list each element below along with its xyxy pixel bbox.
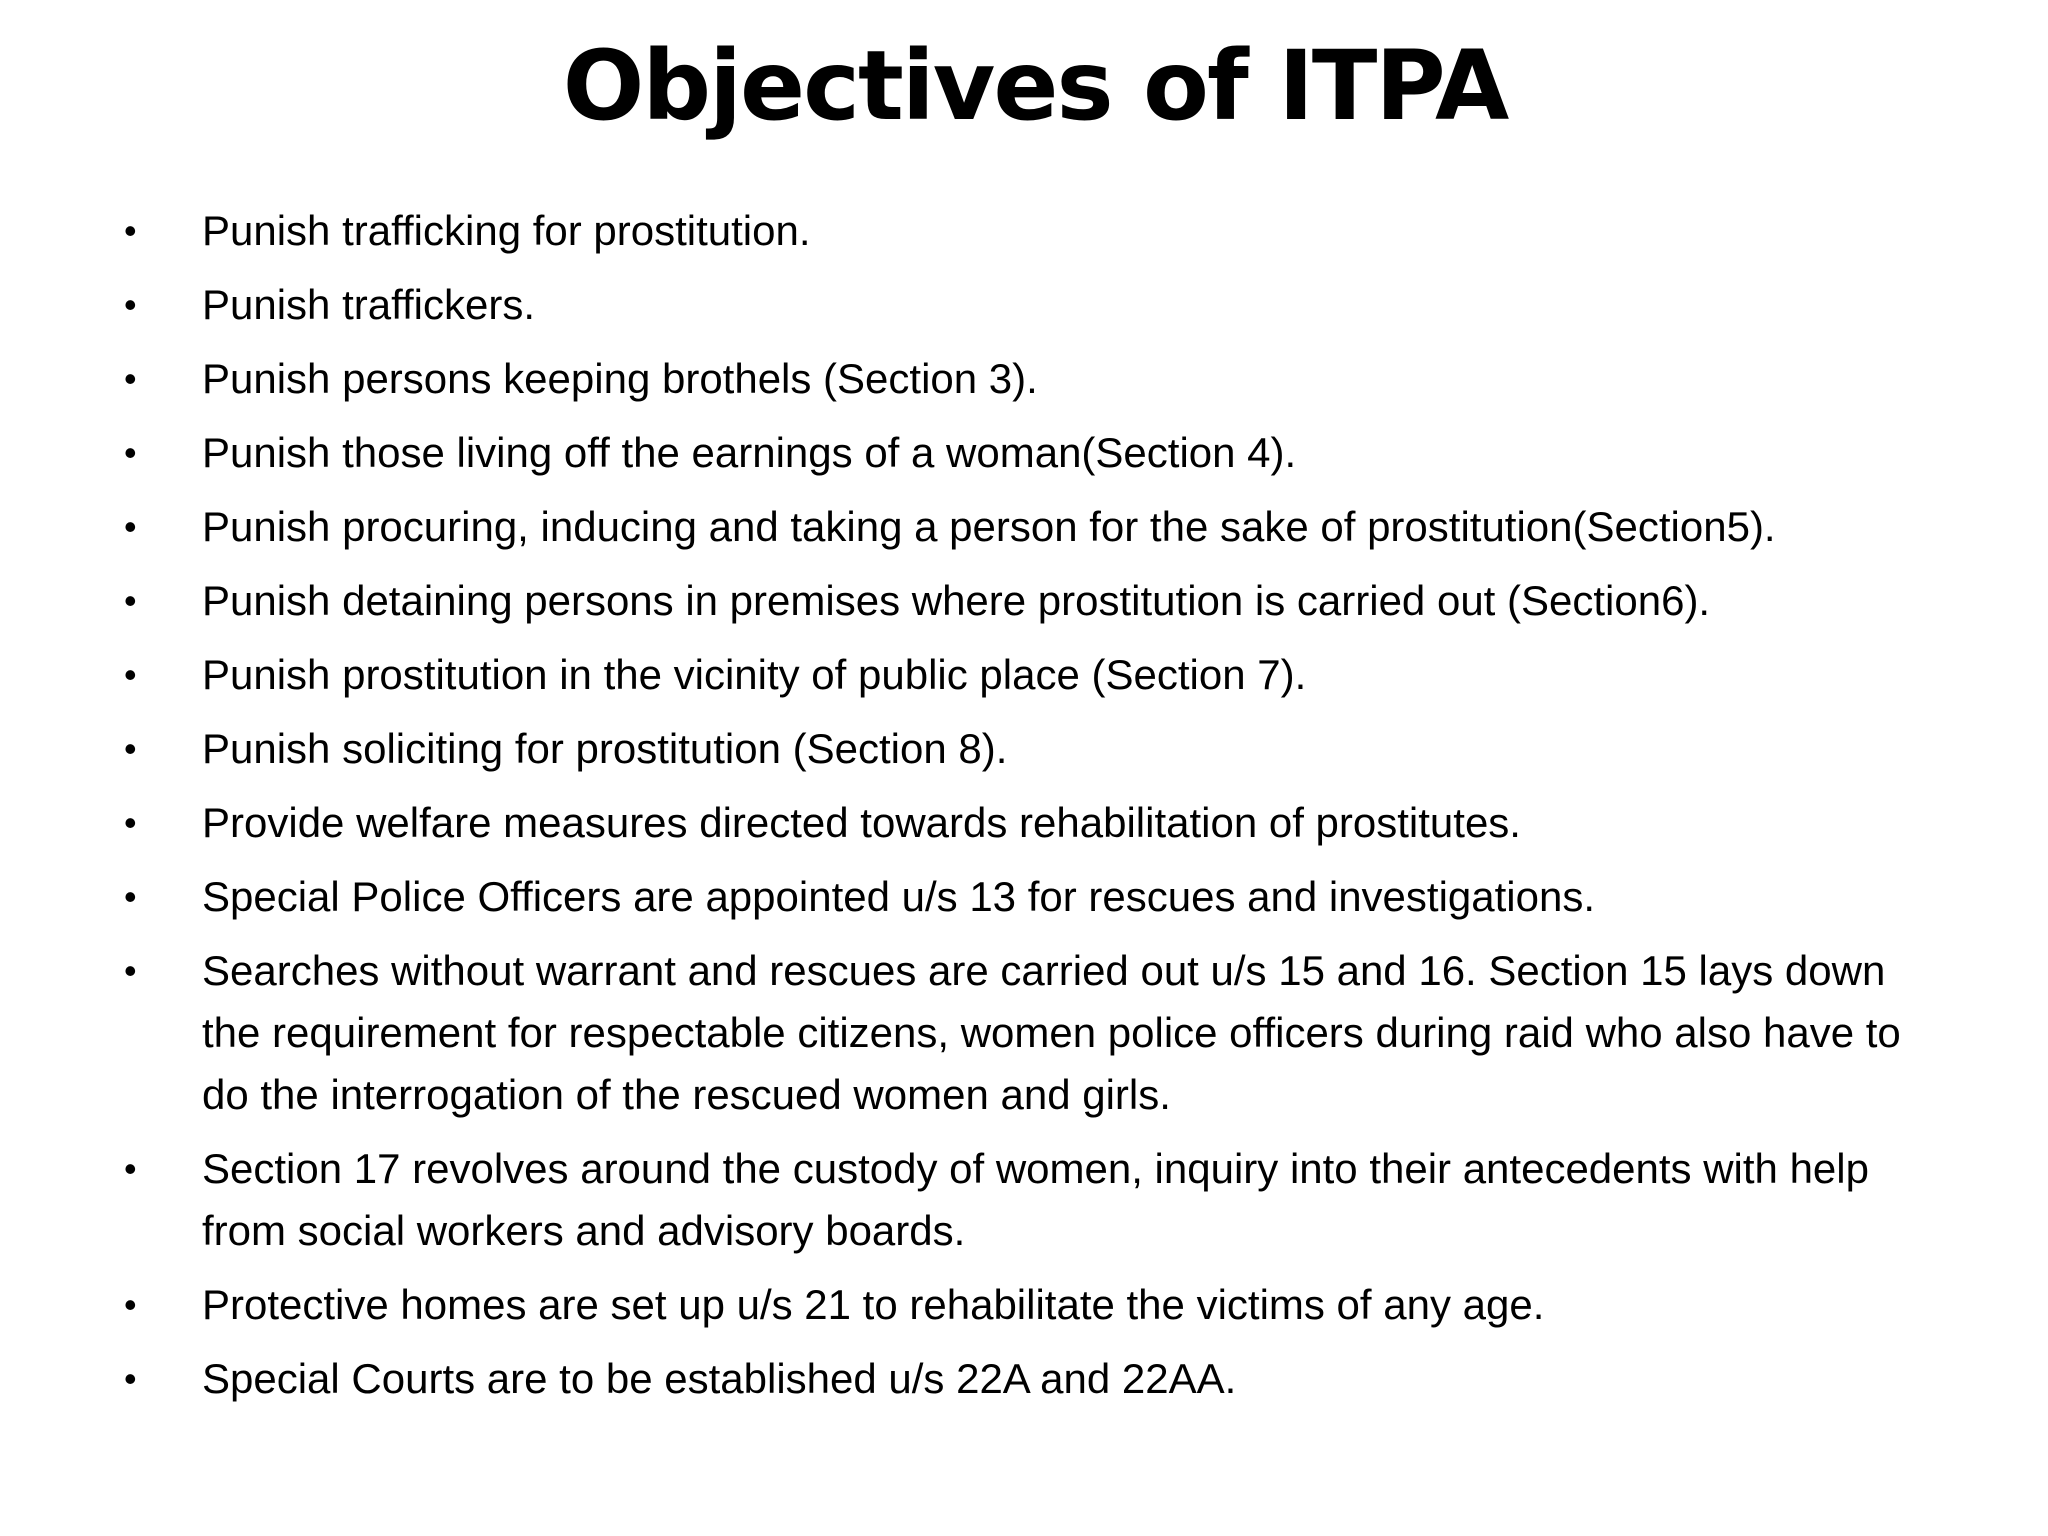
list-item <box>124 496 1924 558</box>
list-item <box>124 866 1924 928</box>
list-item <box>124 274 1924 336</box>
list-item-text: Punish prostitution in the vicinity of public place (Section 7). <box>202 651 1307 698</box>
list-item <box>124 348 1924 410</box>
bullet-icon: • <box>124 432 137 473</box>
list-item <box>124 422 1924 484</box>
bullet-icon: • <box>124 654 137 695</box>
list-item-text: Punish those living off the earnings of a woman(Section 4). <box>202 429 1297 476</box>
list-item-text: Punish persons keeping brothels (Section 3). <box>202 355 1038 402</box>
list-item <box>124 1274 1924 1336</box>
bullet-icon: • <box>124 210 137 251</box>
bullet-icon: • <box>124 358 137 399</box>
list-item <box>124 1348 1924 1410</box>
list-item <box>124 718 1924 780</box>
bullet-icon: • <box>124 284 137 325</box>
bullet-icon: • <box>124 876 137 917</box>
bullet-icon: • <box>124 950 137 991</box>
list-item-text: Punish soliciting for prostitution (Section 8). <box>202 725 1008 772</box>
list-item-text: Section 17 revolves around the custody of women, inquiry into their antecedents with help from social workers and advisory boards. <box>202 1145 1869 1254</box>
bullet-icon: • <box>124 1284 137 1325</box>
list-item <box>124 200 1924 262</box>
bullet-icon: • <box>124 728 137 769</box>
list-item <box>124 940 1924 1126</box>
list-item-text: Punish procuring, inducing and taking a person for the sake of prostitution(Section5). <box>202 503 1776 550</box>
list-item <box>124 570 1924 632</box>
list-item-text: Punish detaining persons in premises where prostitution is carried out (Section6). <box>202 577 1711 624</box>
list-item-text: Protective homes are set up u/s 21 to rehabilitate the victims of any age. <box>202 1281 1545 1328</box>
list-item-text: Special Courts are to be established u/s 22A and 22AA. <box>202 1355 1237 1402</box>
bullet-icon: • <box>124 802 137 843</box>
bullet-icon: • <box>124 1148 137 1189</box>
list-item <box>124 1138 1924 1262</box>
bullet-icon: • <box>124 580 137 621</box>
list-item <box>124 792 1924 854</box>
bullet-icon: • <box>124 506 137 547</box>
list-item-text: Provide welfare measures directed towards rehabilitation of prostitutes. <box>202 799 1521 846</box>
list-item-text: Searches without warrant and rescues are carried out u/s 15 and 16. Section 15 lays down the requirement for respectable citizens, women police officers during raid who also have to do the interrogation of the rescued women and girls. <box>202 947 1901 1118</box>
list-item-text: Punish trafficking for prostitution. <box>202 207 811 254</box>
list-item-text: Punish traffickers. <box>202 281 536 328</box>
bullet-list <box>124 200 1924 1422</box>
slide-title: Objectives of ITPA <box>562 30 1508 142</box>
bullet-icon: • <box>124 1358 137 1399</box>
list-item-text: Special Police Officers are appointed u/s 13 for rescues and investigations. <box>202 873 1596 920</box>
list-item <box>124 644 1924 706</box>
